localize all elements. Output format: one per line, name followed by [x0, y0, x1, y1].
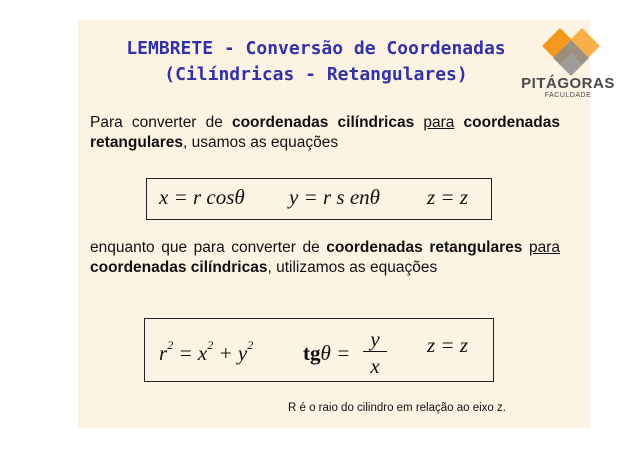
equation-z-2: z = z: [427, 333, 469, 357]
text: Para converter de: [90, 114, 232, 131]
denominator: x: [370, 354, 380, 378]
numerator: y: [370, 327, 380, 351]
logo-name: PITÁGORAS: [521, 75, 615, 92]
bold-term: coordenadas retangulares: [90, 114, 560, 151]
equation-box-1: [146, 178, 492, 220]
text: , utilizamos as equações: [267, 259, 438, 276]
paragraph-cyl-to-rect: [90, 113, 560, 153]
paragraph-rect-to-cyl: [90, 238, 560, 278]
bold-term: coordenadas retangulares: [326, 239, 523, 256]
underlined-term: para: [528, 239, 560, 256]
bold-term: coordenadas cilíndricas: [231, 114, 415, 131]
equation-r-squared: $r^2 = x^2 + y^2$: [159, 338, 254, 365]
text: [454, 114, 463, 131]
underlined-term: para: [423, 114, 455, 131]
equation-box-2: [144, 318, 494, 382]
equation-y: y = r s enθ: [289, 185, 380, 209]
equation-x: x = r cosθ: [159, 185, 245, 209]
text: [414, 114, 423, 131]
fraction-bar: [363, 351, 387, 352]
text: , usamos as equações: [183, 134, 339, 151]
slide-title: [96, 36, 536, 88]
text: [522, 239, 529, 256]
title-line-1: LEMBRETE - Conversão de Coordenadas: [126, 38, 506, 59]
logo-subtitle: FACULDADE: [544, 92, 592, 99]
bold-term: coordenadas cilíndricas: [90, 259, 268, 276]
equation-tangent: tgθ =: [303, 341, 351, 365]
equation-z: z = z: [427, 185, 469, 209]
text: enquanto que para converter de: [90, 239, 327, 256]
title-line-2: (Cilíndricas - Retangulares): [164, 64, 468, 85]
footnote: R é o raio do cilindro em relação ao eixo z.: [288, 402, 506, 414]
fraction-y-over-x: [363, 327, 387, 378]
